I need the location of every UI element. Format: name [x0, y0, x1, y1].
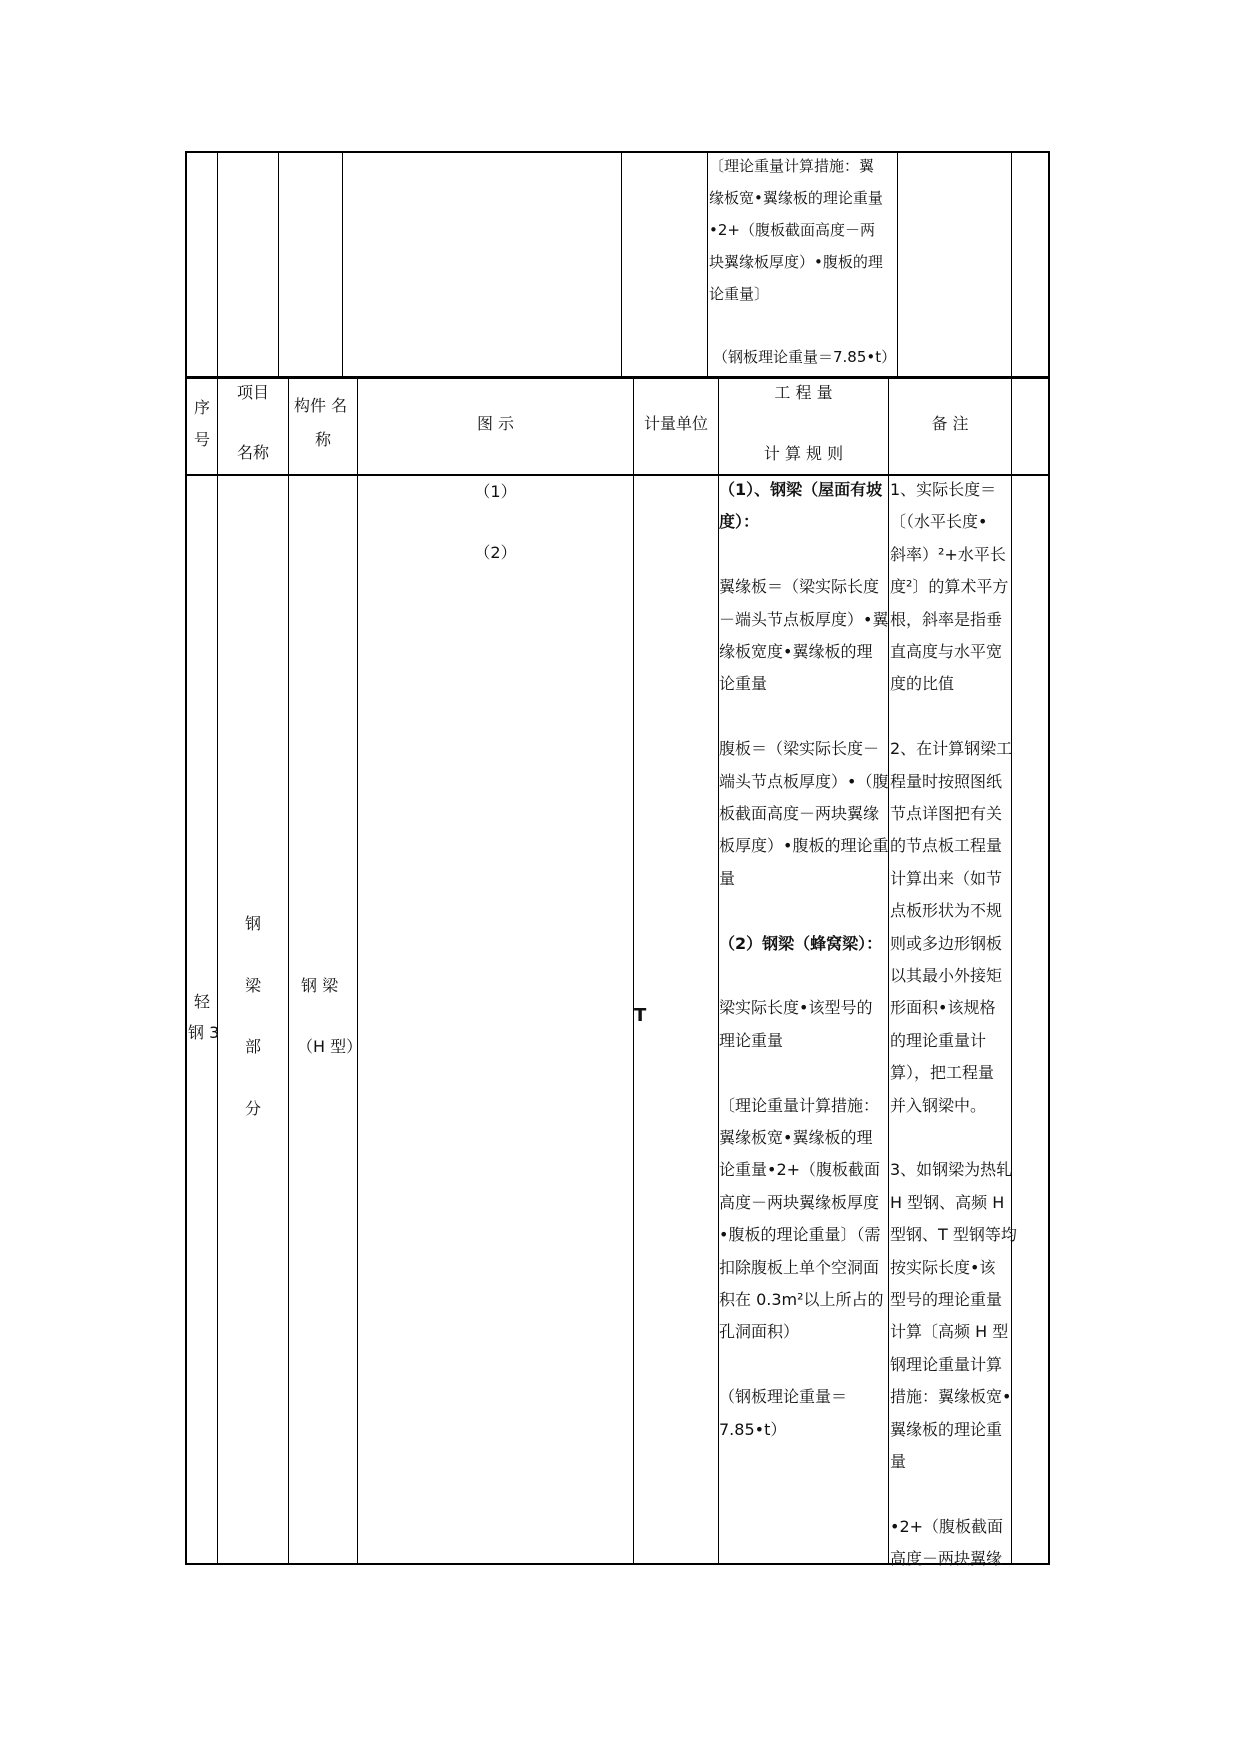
remark-line: 的节点板工程量: [890, 836, 1003, 856]
density-note: （钢板理论重量＝7.85•t）: [713, 348, 897, 366]
remark-line: H 型钢、高频 H: [890, 1192, 1005, 1212]
remark-line: 点板形状为不规: [890, 901, 1003, 921]
formula-line: 〔理论重量计算措施：翼: [709, 157, 875, 175]
rule-line: 翼缘板＝（梁实际长度: [719, 577, 880, 597]
remark-line: •2+（腹板截面: [890, 1516, 1004, 1536]
rule-line: （2）钢梁（蜂窝梁）：: [719, 933, 883, 953]
rule-line: 理论重量: [719, 1030, 784, 1050]
remark-line: 则或多边形钢板: [890, 933, 1003, 953]
rule-line: 论重量•2+（腹板截面: [719, 1160, 881, 1180]
header-component: 称: [315, 430, 332, 449]
remark-line: 的理论重量计: [890, 1030, 987, 1050]
remark-line: 计算〔高频 H 型: [890, 1322, 1009, 1342]
rule-line: 扣除腹板上单个空洞面: [719, 1257, 880, 1277]
rule-line: 〔理论重量计算措施：: [719, 1095, 880, 1115]
formula-line: 缘板宽•翼缘板的理论重量: [709, 189, 883, 207]
remark-line: 直高度与水平宽: [890, 642, 1003, 661]
rule-line: 孔洞面积）: [719, 1322, 800, 1342]
remark-line: 算），把工程量: [890, 1063, 995, 1083]
rule-line: 板厚度）•腹板的理论重: [719, 836, 889, 856]
header-quantity: 工 程 量: [774, 383, 833, 402]
remark-line: 3、如钢梁为热轧: [890, 1160, 1013, 1180]
row-project: 部: [245, 1037, 262, 1056]
formula-line: 论重量〕: [709, 285, 770, 303]
rule-line: 论重量: [719, 674, 768, 694]
remark-line: 量: [890, 1452, 907, 1471]
row-project: 分: [245, 1099, 262, 1118]
remark-line: 以其最小外接矩: [890, 966, 1003, 985]
rule-line: 梁实际长度•该型号的: [719, 998, 873, 1018]
row-seq: 轻: [194, 992, 211, 1011]
rule-line: 腹板＝（梁实际长度－: [719, 739, 880, 759]
rule-line: （1）、钢梁（屋面有坡: [719, 480, 883, 499]
remark-line: 根，斜率是指垂: [890, 609, 1003, 629]
remark-line: 1、实际长度＝: [890, 480, 997, 499]
remark-line: 型号的理论重量: [890, 1290, 1003, 1309]
remark-line: 翼缘板的理论重: [890, 1419, 1003, 1439]
header-component: 构件 名: [294, 396, 348, 415]
rule-line: 翼缘板宽•翼缘板的理: [719, 1128, 873, 1147]
remark-line: 〔（水平长度•: [890, 512, 988, 532]
row-component: （H 型）: [297, 1037, 363, 1056]
header-project: 项目: [237, 383, 270, 402]
formula-line: 块翼缘板厚度）•腹板的理: [709, 253, 883, 271]
header-diagram: 图 示: [476, 414, 515, 433]
header-seq: 号: [194, 430, 211, 449]
row-project: 钢: [245, 914, 262, 933]
rule-line: 量: [719, 868, 736, 888]
rule-line: •腹板的理论重量〕（需: [719, 1225, 881, 1245]
remark-line: 度²〕的算术平方: [890, 577, 1009, 597]
row-component: 钢 梁: [301, 976, 339, 995]
remark-line: 并入钢梁中。: [890, 1095, 987, 1115]
rule-line: 板截面高度－两块翼缘: [719, 804, 880, 823]
diagram-ref: （2）: [474, 543, 517, 562]
remark-line: 措施：翼缘板宽•: [890, 1387, 1012, 1407]
row-unit: T: [634, 1005, 647, 1026]
formula-line: •2+（腹板截面高度－两: [709, 221, 875, 239]
remark-line: 高度－两块翼缘: [890, 1549, 1003, 1569]
remark-line: 2、在计算钢梁工: [890, 739, 1013, 759]
rule-line: 度）：: [719, 512, 760, 532]
header-quantity: 计 算 规 则: [763, 444, 844, 463]
header-remarks: 备 注: [931, 414, 969, 433]
rule-line: 积在 0.3m²以上所占的: [719, 1290, 884, 1309]
remark-line: 计算出来（如节: [890, 868, 1003, 888]
row-seq: 钢 3: [188, 1023, 220, 1042]
remark-line: 钢理论重量计算: [890, 1354, 1003, 1374]
remark-line: 形面积•该规格: [890, 998, 996, 1018]
remark-line: 型钢、T 型钢等均: [890, 1225, 1017, 1245]
rule-line: 7.85•t）: [719, 1419, 787, 1439]
remark-line: 程量时按照图纸: [890, 771, 1003, 791]
remark-line: 按实际长度•该: [890, 1257, 996, 1277]
header-unit: 计量单位: [643, 414, 708, 433]
remark-line: 节点详图把有关: [890, 804, 1003, 823]
rule-line: 高度－两块翼缘板厚度: [719, 1192, 880, 1212]
rule-line: 缘板宽度•翼缘板的理: [719, 642, 873, 661]
header-seq: 序: [194, 398, 211, 417]
remark-line: 斜率）²+水平长: [890, 544, 1006, 564]
remark-line: 度的比值: [890, 674, 955, 694]
rule-line: 端头节点板厚度）•（腹: [719, 771, 889, 791]
rule-line: （钢板理论重量＝: [719, 1387, 848, 1407]
diagram-ref: （1）: [474, 482, 517, 501]
rule-line: －端头节点板厚度）•翼: [719, 609, 889, 629]
row-project: 梁: [245, 976, 262, 995]
header-project: 名称: [237, 443, 270, 462]
